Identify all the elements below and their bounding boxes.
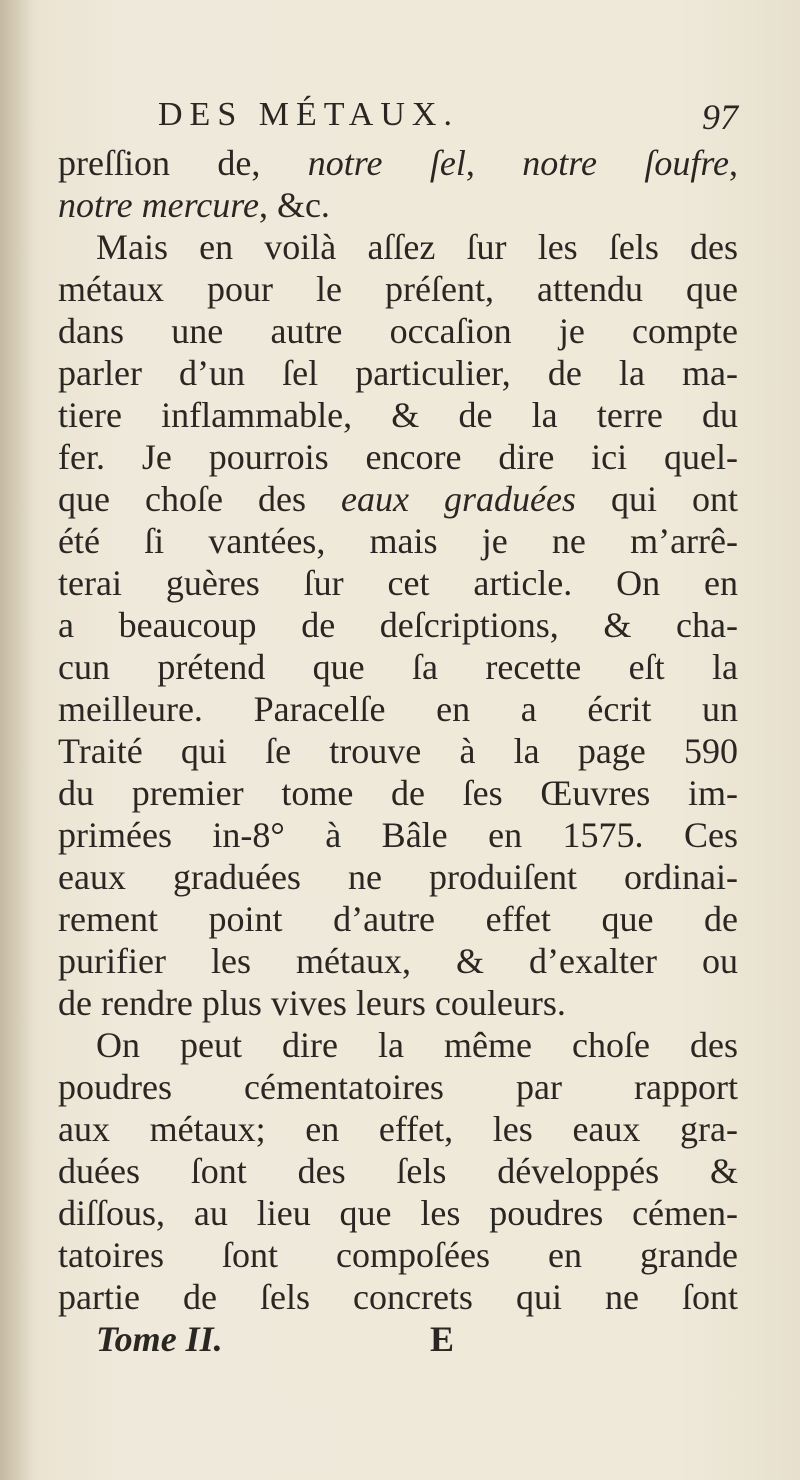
text-segment: duées ſont des ſels développés & [58, 1151, 738, 1191]
text-block [58, 96, 738, 1360]
text-segment: preſſion de, [58, 143, 308, 183]
text-segment: Traité qui ſe trouve à la page 590 [58, 731, 738, 771]
text-line [58, 1150, 738, 1192]
text-line [58, 688, 738, 730]
italic-phrase: notre ſoufre [522, 143, 730, 183]
text-segment: purifier les métaux, & d’exalter ou [58, 941, 738, 981]
text-segment: rement point d’autre effet que de [58, 899, 738, 939]
text-line [58, 226, 738, 268]
text-segment: , [729, 143, 739, 183]
text-segment: été ſi vantées, mais je ne m’arrê- [58, 521, 738, 561]
text-line [58, 1024, 738, 1066]
running-head [58, 96, 738, 142]
text-line [58, 1108, 738, 1150]
text-segment: meilleure. Paracelſe en a écrit un [58, 689, 738, 729]
italic-phrase: notre mercure [58, 185, 259, 225]
text-line [58, 436, 738, 478]
text-line [58, 520, 738, 562]
text-line [58, 814, 738, 856]
text-segment: métaux pour le préſent, attendu que [58, 269, 738, 309]
text-segment: de rendre plus vives leurs couleurs. [58, 983, 566, 1023]
italic-phrase: notre ſel [307, 143, 466, 183]
body-text [58, 142, 738, 1318]
text-segment: On peut dire la même choſe des [96, 1025, 738, 1065]
text-segment: diſſous, au lieu que les poudres cémen- [58, 1193, 738, 1233]
page-footer [58, 1318, 738, 1360]
text-line [58, 772, 738, 814]
text-line [58, 184, 738, 226]
text-segment: aux métaux; en effet, les eaux gra- [58, 1109, 738, 1149]
text-segment: qui ont [575, 479, 738, 519]
text-segment: tatoires ſont compoſées en grande [58, 1235, 738, 1275]
text-segment: dans une autre occaſion je compte [58, 311, 738, 351]
text-line [58, 310, 738, 352]
text-line [58, 352, 738, 394]
text-segment: que choſe des [58, 479, 341, 519]
text-segment: a beaucoup de deſcriptions, & cha- [58, 605, 738, 645]
text-segment: Mais en voilà aſſez ſur les ſels des [96, 227, 738, 267]
text-segment: partie de ſels concrets qui ne ſont [58, 1277, 738, 1317]
text-line [58, 982, 738, 1024]
running-title: DES MÉTAUX. [158, 96, 459, 133]
text-line [58, 1234, 738, 1276]
text-segment: parler d’un ſel particulier, de la ma- [58, 353, 738, 393]
text-line [58, 730, 738, 772]
signature-mark: E [430, 1319, 455, 1359]
text-segment: fer. Je pourrois encore dire ici quel- [58, 437, 738, 477]
volume-label: Tome II. [96, 1319, 223, 1359]
italic-phrase: eaux graduées [340, 479, 576, 519]
text-line [58, 394, 738, 436]
text-segment: terai guères ſur cet article. On en [58, 563, 738, 603]
text-line [58, 562, 738, 604]
page-number: 97 [702, 97, 738, 137]
text-segment: eaux graduées ne produiſent ordinai- [58, 857, 738, 897]
text-segment: tiere inflammable, & de la terre du [58, 395, 738, 435]
text-segment: primées in-8° à Bâle en 1575. Ces [58, 815, 738, 855]
text-line [58, 646, 738, 688]
binding-shadow [0, 0, 34, 1480]
text-line [58, 478, 738, 520]
text-line [58, 940, 738, 982]
text-line [58, 1276, 738, 1318]
text-line [58, 142, 738, 184]
text-line [58, 604, 738, 646]
text-segment: cun prétend que ſa recette eſt la [58, 647, 738, 687]
text-segment: poudres cémentatoires par rapport [58, 1067, 738, 1107]
text-line [58, 856, 738, 898]
text-line [58, 898, 738, 940]
text-segment: , [465, 143, 523, 183]
text-segment: du premier tome de ſes Œuvres im- [58, 773, 738, 813]
text-line [58, 1066, 738, 1108]
text-line [58, 268, 738, 310]
text-line [58, 1192, 738, 1234]
text-segment: , &c. [258, 185, 330, 225]
